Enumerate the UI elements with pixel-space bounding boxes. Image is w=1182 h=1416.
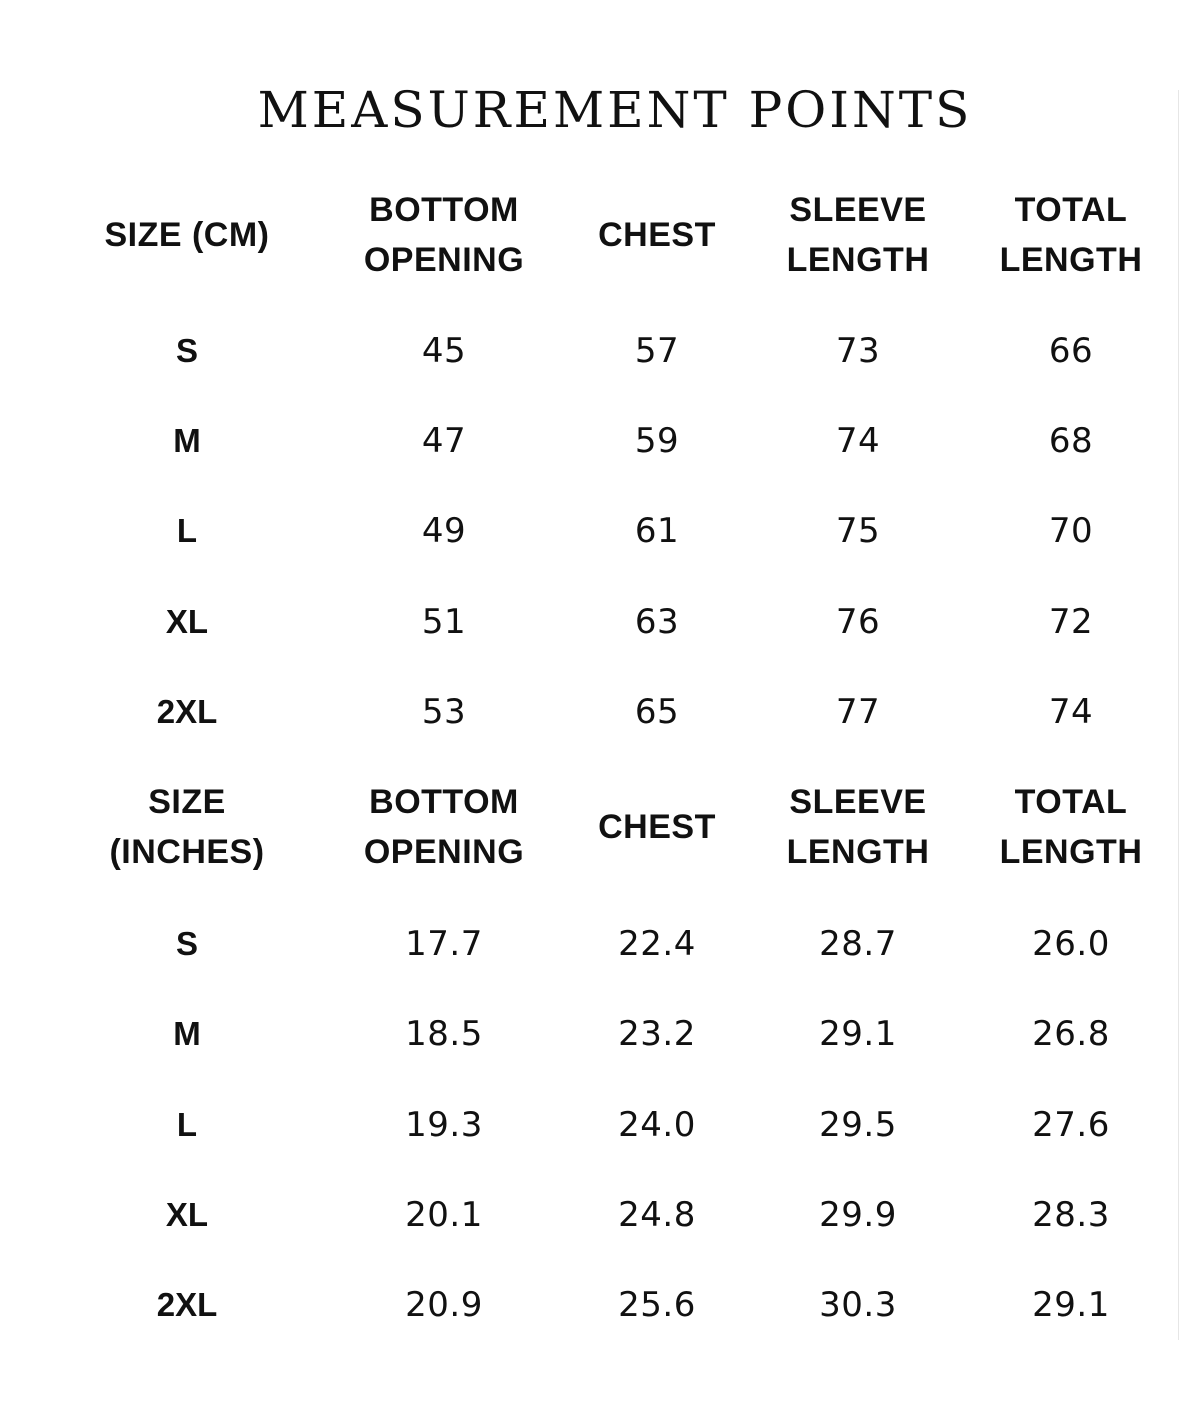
- chest-value: 23.2: [618, 1014, 696, 1054]
- size-label: M: [173, 1015, 201, 1052]
- size-label: 2XL: [156, 1286, 218, 1323]
- sleeve-length-value: 77: [835, 692, 881, 732]
- table-row: [0, 597, 1182, 647]
- table-row: [0, 919, 1182, 969]
- header-size-cm: SIZE (CM): [104, 216, 270, 254]
- total-length-value: 66: [1048, 331, 1094, 371]
- header-total-length: TOTAL LENGTH: [999, 783, 1143, 871]
- table-row: [0, 416, 1182, 466]
- bottom-opening-value: 17.7: [405, 924, 483, 964]
- bottom-opening-value: 45: [421, 331, 467, 371]
- sleeve-length-value: 28.7: [819, 924, 897, 964]
- sleeve-length-value: 30.3: [819, 1285, 897, 1325]
- total-length-value: 70: [1048, 511, 1094, 551]
- header-bottom-opening: BOTTOM OPENING: [363, 191, 525, 279]
- table-row: [0, 1100, 1182, 1150]
- header-bottom-opening: BOTTOM OPENING: [363, 783, 525, 871]
- chest-value: 25.6: [618, 1285, 696, 1325]
- chest-value: 24.0: [618, 1105, 696, 1145]
- bottom-opening-value: 51: [421, 602, 467, 642]
- total-length-value: 27.6: [1032, 1105, 1110, 1145]
- cm-table-header: [0, 180, 1182, 290]
- chest-value: 59: [634, 421, 680, 461]
- inch-table-header: [0, 772, 1182, 882]
- bottom-opening-value: 47: [421, 421, 467, 461]
- header-total-length: TOTAL LENGTH: [999, 191, 1143, 279]
- table-row: [0, 1190, 1182, 1240]
- total-length-value: 74: [1048, 692, 1094, 732]
- bottom-opening-value: 19.3: [405, 1105, 483, 1145]
- total-length-value: 68: [1048, 421, 1094, 461]
- chest-value: 22.4: [618, 924, 696, 964]
- total-length-value: 29.1: [1032, 1285, 1110, 1325]
- sleeve-length-value: 29.9: [819, 1195, 897, 1235]
- size-label: L: [176, 1106, 198, 1143]
- header-sleeve-length: SLEEVE LENGTH: [786, 783, 930, 871]
- total-length-value: 26.0: [1032, 924, 1110, 964]
- table-row: [0, 1280, 1182, 1330]
- chest-value: 65: [634, 692, 680, 732]
- bottom-opening-value: 20.1: [405, 1195, 483, 1235]
- size-label: XL: [165, 1196, 209, 1233]
- sleeve-length-value: 73: [835, 331, 881, 371]
- total-length-value: 26.8: [1032, 1014, 1110, 1054]
- header-sleeve-length: SLEEVE LENGTH: [786, 191, 930, 279]
- size-label: L: [176, 512, 198, 549]
- sleeve-length-value: 76: [835, 602, 881, 642]
- sleeve-length-value: 29.5: [819, 1105, 897, 1145]
- bottom-opening-value: 53: [421, 692, 467, 732]
- sleeve-length-value: 29.1: [819, 1014, 897, 1054]
- table-row: [0, 1009, 1182, 1059]
- chest-value: 57: [634, 331, 680, 371]
- chest-value: 63: [634, 602, 680, 642]
- header-chest: CHEST: [598, 216, 716, 254]
- table-row: [0, 687, 1182, 737]
- total-length-value: 28.3: [1032, 1195, 1110, 1235]
- page-title: MEASUREMENT POINTS: [257, 81, 973, 139]
- total-length-value: 72: [1048, 602, 1094, 642]
- table-row: [0, 506, 1182, 556]
- size-label: S: [175, 332, 198, 369]
- bottom-opening-value: 49: [421, 511, 467, 551]
- sleeve-length-value: 75: [835, 511, 881, 551]
- header-chest: CHEST: [598, 808, 716, 846]
- chest-value: 24.8: [618, 1195, 696, 1235]
- chest-value: 61: [634, 511, 680, 551]
- bottom-opening-value: 20.9: [405, 1285, 483, 1325]
- size-label: S: [175, 925, 198, 962]
- sleeve-length-value: 74: [835, 421, 881, 461]
- header-size-inches: SIZE (INCHES): [109, 783, 265, 871]
- table-row: [0, 326, 1182, 376]
- size-label: 2XL: [156, 693, 218, 730]
- bottom-opening-value: 18.5: [405, 1014, 483, 1054]
- size-label: M: [173, 422, 201, 459]
- size-label: XL: [165, 603, 209, 640]
